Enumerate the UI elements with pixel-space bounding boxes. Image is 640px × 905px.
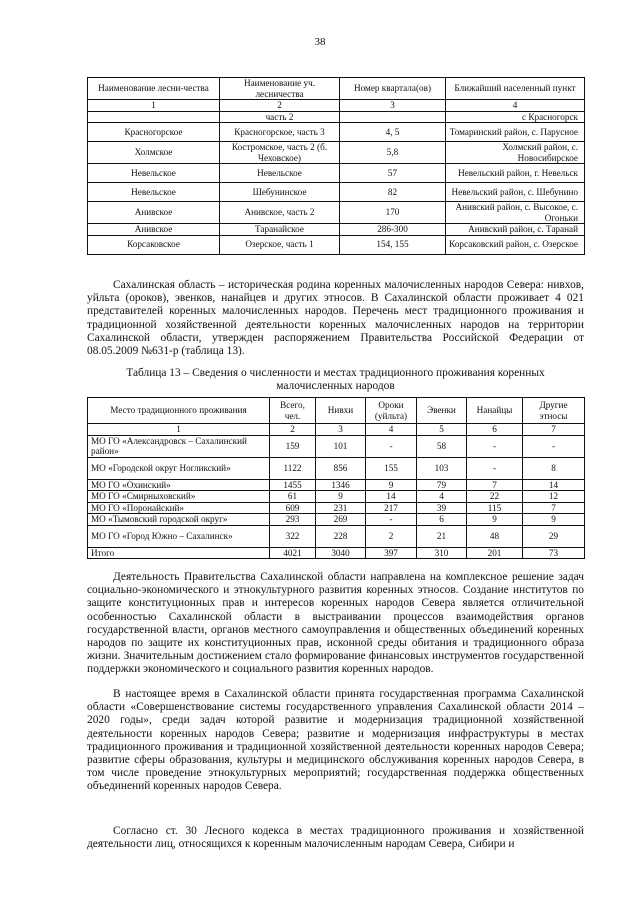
- paragraph: Согласно ст. 30 Лесного кодекса в местах традиционного проживания и хозяйственной деятельности лиц, относящихся к коренным малочисленным народам Севера, Сибири и: [87, 825, 584, 851]
- table-row: [88, 142, 585, 164]
- table-cell: 73: [523, 547, 585, 559]
- table-cell: 115: [467, 502, 523, 514]
- table-cell: 4, 5: [340, 123, 446, 142]
- column-number-row: [88, 424, 585, 436]
- table-cell: 9: [467, 514, 523, 526]
- header-cell: Другие этносы: [523, 398, 585, 424]
- table-cell: Костромское, часть 2 (б. Чеховское): [220, 142, 340, 164]
- table-cell: 856: [316, 457, 366, 479]
- table-row: [88, 235, 585, 254]
- table-cell: с Красногорск: [446, 111, 585, 123]
- table-cell: Анивский район, с. Таранай: [446, 224, 585, 236]
- table-cell: 231: [316, 502, 366, 514]
- table-row: [88, 123, 585, 142]
- table-row: [88, 435, 585, 457]
- table-cell: Невельское: [220, 164, 340, 183]
- table-cell: 293: [270, 514, 316, 526]
- table-cell: Анивское: [88, 224, 220, 236]
- column-number: 4: [366, 424, 417, 436]
- column-number: 4: [446, 100, 585, 112]
- place-cell: МО ГО «Город Южно – Сахалинск»: [88, 525, 270, 547]
- table-cell: Красногорское, часть 3: [220, 123, 340, 142]
- column-number: 2: [220, 100, 340, 112]
- table-cell: 322: [270, 525, 316, 547]
- column-number-row: [88, 100, 585, 112]
- table-cell: 101: [316, 435, 366, 457]
- table-caption: Таблица 13 – Сведения о численности и местах традиционного проживания коренных малочисленных народов: [126, 367, 545, 393]
- table-cell: Холмское: [88, 142, 220, 164]
- table-cell: 155: [366, 457, 417, 479]
- table-cell: -: [467, 435, 523, 457]
- table-cell: [88, 111, 220, 123]
- column-number: 3: [316, 424, 366, 436]
- table-cell: 82: [340, 183, 446, 202]
- forestry-table: [87, 77, 585, 255]
- header-cell: Всего, чел.: [270, 398, 316, 424]
- table-cell: Невельский район, г. Невельск: [446, 164, 585, 183]
- column-number: 6: [467, 424, 523, 436]
- table-cell: Невельское: [88, 164, 220, 183]
- place-cell: МО ГО «Охинский»: [88, 479, 270, 491]
- table-cell: 5,8: [340, 142, 446, 164]
- place-cell: МО «Тымовский городской округ»: [88, 514, 270, 526]
- table-cell: 217: [366, 502, 417, 514]
- table-cell: Холмский район, с. Новосибирское: [446, 142, 585, 164]
- table-row: [88, 502, 585, 514]
- table-cell: 14: [523, 479, 585, 491]
- place-cell: МО «Городской округ Ногликский»: [88, 457, 270, 479]
- table-cell: Корсаковское: [88, 235, 220, 254]
- header-cell: Место традиционного проживания: [88, 398, 270, 424]
- table-row: [88, 111, 585, 123]
- table-cell: 9: [523, 514, 585, 526]
- table-cell: 61: [270, 491, 316, 503]
- table-cell: 159: [270, 435, 316, 457]
- table-cell: Таранайское: [220, 224, 340, 236]
- table-cell: 3040: [316, 547, 366, 559]
- table-cell: [340, 111, 446, 123]
- table-cell: 4: [417, 491, 467, 503]
- column-number: 2: [270, 424, 316, 436]
- table-cell: Невельский район, с. Шебунино: [446, 183, 585, 202]
- table-cell: 1455: [270, 479, 316, 491]
- table-cell: 310: [417, 547, 467, 559]
- table-header-row: [88, 78, 585, 100]
- column-number: 3: [340, 100, 446, 112]
- table-cell: Шебунинское: [220, 183, 340, 202]
- header-cell: Ороки (уйльта): [366, 398, 417, 424]
- table-cell: 397: [366, 547, 417, 559]
- header-cell: Нивхи: [316, 398, 366, 424]
- paragraph: В настоящее время в Сахалинской области принята государственная программа Сахалинской области «Совершенствование системы государственного управления Сахалинской области 2014 – 2020 годы», среди задач которой развитие и модернизация традиционной хозяйственной деятельности коренных народов Севера; развитие и модернизация инфраструктуры в местах традиционного проживания и традиционной хозяйственной деятельности коренных народов Севера; развитие сферы образования, культуры и медицинского обслуживания коренных народов Севера, в том числе проведение этнокультурных мероприятий; государственная поддержка общественных объединений коренных народов Севера.: [87, 688, 584, 793]
- table-cell: 9: [366, 479, 417, 491]
- header-cell: Наименование лесни-чества: [88, 78, 220, 100]
- table-row: [88, 202, 585, 224]
- table-cell: Озерское, часть 1: [220, 235, 340, 254]
- header-cell: Ближайший населенный пункт: [446, 78, 585, 100]
- header-cell: Номер квартала(ов): [340, 78, 446, 100]
- place-cell: МО ГО «Александровск – Сахалинский район»: [88, 435, 270, 457]
- table-cell: 228: [316, 525, 366, 547]
- place-cell: МО ГО «Смирныховский»: [88, 491, 270, 503]
- table-row: [88, 457, 585, 479]
- table-cell: 269: [316, 514, 366, 526]
- table-cell: 7: [467, 479, 523, 491]
- table-cell: 1122: [270, 457, 316, 479]
- table-row: [88, 183, 585, 202]
- table-cell: 58: [417, 435, 467, 457]
- table-cell: 8: [523, 457, 585, 479]
- table-cell: -: [523, 435, 585, 457]
- table-cell: 79: [417, 479, 467, 491]
- place-cell: МО ГО «Поронайский»: [88, 502, 270, 514]
- table-total-row: [88, 547, 585, 559]
- table-row: [88, 479, 585, 491]
- table-cell: 21: [417, 525, 467, 547]
- table-cell: 609: [270, 502, 316, 514]
- table-cell: -: [366, 435, 417, 457]
- table-cell: 170: [340, 202, 446, 224]
- header-cell: Нанайцы: [467, 398, 523, 424]
- table-cell: Невельское: [88, 183, 220, 202]
- table-cell: Анивское, часть 2: [220, 202, 340, 224]
- table-row: [88, 224, 585, 236]
- table-cell: Анивское: [88, 202, 220, 224]
- table-cell: Анивский район, с. Высокое, с. Огоньки: [446, 202, 585, 224]
- paragraph: Сахалинская область – историческая родина коренных малочисленных народов Севера: нивхов, уйльта (ороков), эвенков, нанайцев и других этносов. В Сахалинской области проживает 4 021 представителей коренных малочисленных народов. Перечень мест традиционного проживания и традиционной хозяйственной деятельности коренных малочисленных народов на территории Сахалинской области, утвержден распоряжением Правительства Российской Федерации от 08.05.2009 №631-р (таблица 13).: [87, 279, 584, 358]
- table-row: [88, 164, 585, 183]
- column-number: 7: [523, 424, 585, 436]
- table-row: [88, 525, 585, 547]
- table-cell: Красногорское: [88, 123, 220, 142]
- table-cell: 7: [523, 502, 585, 514]
- table-row: [88, 491, 585, 503]
- table-header-row: [88, 398, 585, 424]
- table-cell: 9: [316, 491, 366, 503]
- table-cell: 6: [417, 514, 467, 526]
- table-row: [88, 514, 585, 526]
- column-number: 5: [417, 424, 467, 436]
- header-cell: Эвенки: [417, 398, 467, 424]
- column-number: 1: [88, 100, 220, 112]
- header-cell: Наименование уч. лесничества: [220, 78, 340, 100]
- place-cell: Итого: [88, 547, 270, 559]
- table-cell: 57: [340, 164, 446, 183]
- population-table: [87, 397, 585, 559]
- table-cell: Корсаковский район, с. Озерское: [446, 235, 585, 254]
- table-cell: 286-300: [340, 224, 446, 236]
- table-cell: -: [467, 457, 523, 479]
- paragraph: Деятельность Правительства Сахалинской области направлена на комплексное решение задач социально-экономического и этнокультурного развития коренных этносов. Создание институтов по защите конституционных прав и интересов коренных народов Севера является отличительной особенностью Сахалинской области в выстраивании процессов взаимодействия органов государственной власти, органов местного самоуправления и общественных объединений коренных народов по защите их конституционных прав, исконной среды обитания и традиционного образа жизни. Значительным достижением стало формирование финансовых инструментов государственной поддержки экономического и социального развития коренных народов.: [87, 571, 584, 676]
- table-cell: 39: [417, 502, 467, 514]
- table-cell: 22: [467, 491, 523, 503]
- table-cell: 12: [523, 491, 585, 503]
- column-number: 1: [88, 424, 270, 436]
- table-cell: Томаринский район, с. Парусное: [446, 123, 585, 142]
- table-cell: 103: [417, 457, 467, 479]
- table-cell: 2: [366, 525, 417, 547]
- table-cell: -: [366, 514, 417, 526]
- table-cell: 154, 155: [340, 235, 446, 254]
- table-cell: 14: [366, 491, 417, 503]
- table-cell: 201: [467, 547, 523, 559]
- page-number: 38: [314, 36, 326, 48]
- table-cell: 4021: [270, 547, 316, 559]
- table-cell: 1346: [316, 479, 366, 491]
- table-cell: 48: [467, 525, 523, 547]
- table-cell: 29: [523, 525, 585, 547]
- table-cell: часть 2: [220, 111, 340, 123]
